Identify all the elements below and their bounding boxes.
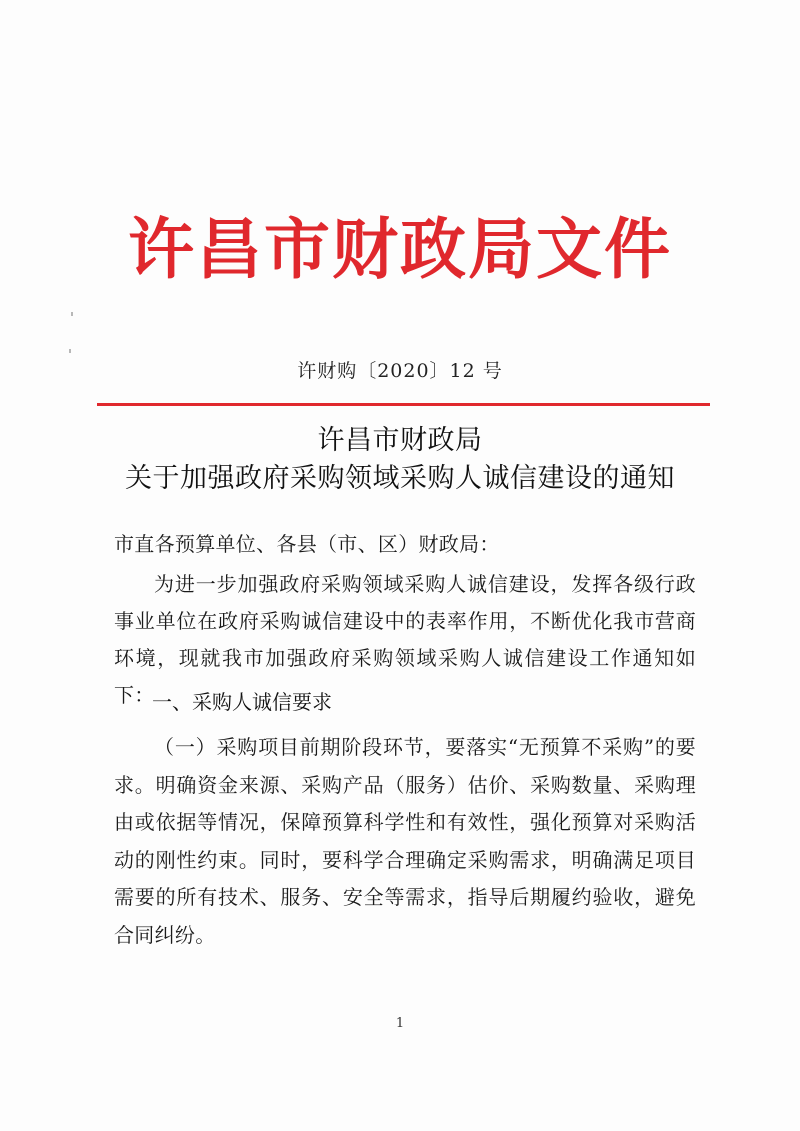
paragraph-intro: 为进一步加强政府采购领域采购人诚信建设，发挥各级行政事业单位在政府采购诚信建设中的表率作用，不断优化我市营商环境，现就我市加强政府采购领域采购人诚信建设工作通知如下： [114, 572, 696, 707]
scan-speck [71, 312, 73, 316]
section-heading-1: 一、采购人诚信要求 [152, 690, 332, 714]
document-title-line-1: 许昌市财政局 [317, 425, 483, 456]
document-title-line-2: 关于加强政府采购领域采购人诚信建设的通知 [125, 463, 675, 494]
page-number: 1 [395, 1016, 405, 1031]
salutation: 市直各预算单位、各县（市、区）财政局： [114, 532, 500, 556]
red-divider-line [97, 403, 710, 406]
paragraph-section-1-item-1: （一）采购项目前期阶段环节，要落实“无预算不采购”的要求。明确资金来源、采购产品（服务）估价、采购数量、采购理由或依据等情况，保障预算科学性和有效性，强化预算对采购活动的刚性约束。同时，要科学合理确定采购需求，明确满足项目需要的所有技术、服务、安全等需求，指导后期履约验收，避免合同纠纷。 [114, 735, 696, 947]
issuer-heading: 许昌市财政局文件 [128, 211, 672, 288]
document-number: 许财购〔2020〕12 号 [297, 360, 503, 382]
scan-speck [69, 349, 71, 353]
